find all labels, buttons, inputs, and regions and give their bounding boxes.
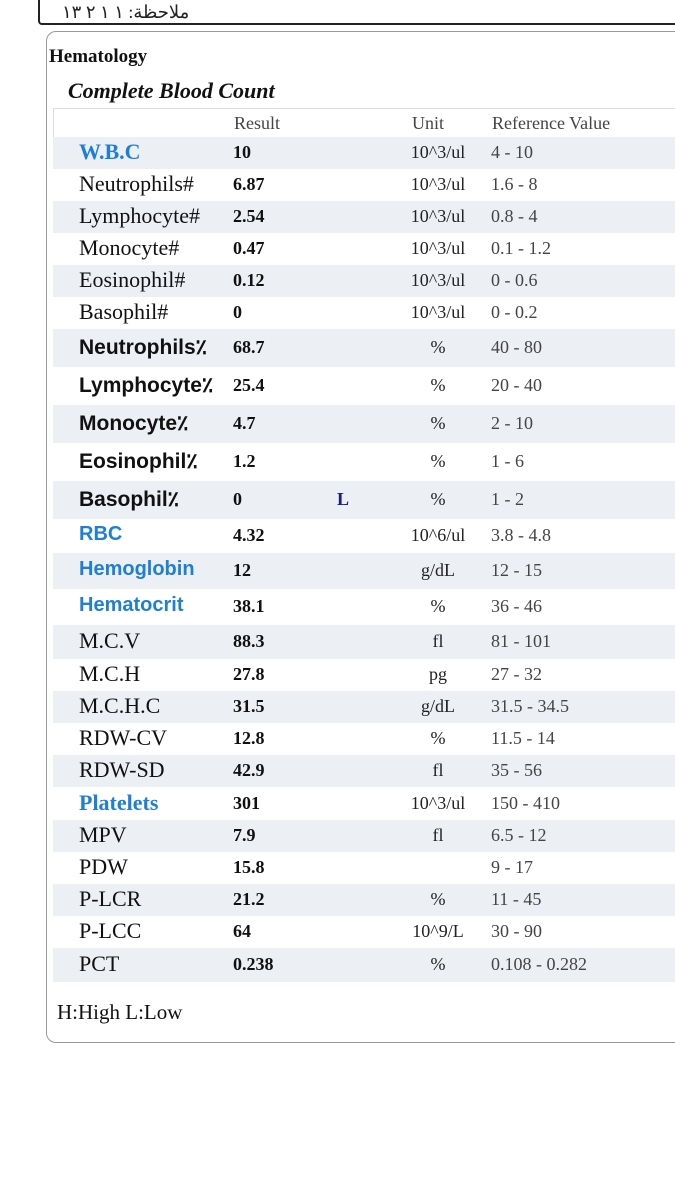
table-row	[53, 625, 675, 659]
test-name: P-LCR	[79, 886, 142, 911]
lab-report-card	[46, 31, 675, 1043]
unit-value: %	[430, 954, 446, 974]
reference-range: 9 - 17	[491, 857, 533, 877]
test-name: PDW	[79, 854, 128, 879]
test-name: Lymphocyte٪	[79, 374, 214, 397]
table-row	[53, 553, 675, 589]
test-name: M.C.H	[79, 661, 141, 686]
unit-value: g/dL	[421, 560, 455, 580]
test-name: Monocyte#	[79, 235, 180, 260]
result-value: 7.9	[233, 825, 256, 845]
test-name: Neutrophils#	[79, 171, 194, 196]
table-row	[53, 201, 675, 233]
result-value: 4.32	[233, 525, 265, 545]
unit-value: 10^3/ul	[410, 206, 466, 226]
unit-header: Unit	[412, 113, 445, 133]
reference-range: 0.8 - 4	[491, 206, 538, 226]
reference-range: 1 - 6	[491, 451, 524, 471]
result-value: 27.8	[233, 664, 265, 684]
test-name: MPV	[79, 822, 127, 847]
result-value: 4.7	[233, 413, 256, 433]
test-name: Neutrophils٪	[79, 336, 207, 359]
flag-badge: L	[337, 489, 350, 509]
table-row	[53, 367, 675, 405]
reference-range: 81 - 101	[491, 631, 551, 651]
reference-range: 11.5 - 14	[491, 728, 555, 748]
result-value: 2.54	[233, 206, 265, 226]
unit-value: 10^3/ul	[410, 270, 466, 290]
table-row	[53, 820, 675, 852]
reference-range: 27 - 32	[491, 664, 542, 684]
reference-range: 3.8 - 4.8	[491, 525, 551, 545]
result-value: 42.9	[233, 760, 265, 780]
reference-range: 20 - 40	[491, 375, 542, 395]
flag-legend: H:High L:Low	[57, 1000, 183, 1024]
reference-header: Reference Value	[492, 113, 611, 133]
result-value: 15.8	[233, 857, 265, 877]
table-row	[53, 691, 675, 723]
reference-range: 36 - 46	[491, 596, 542, 616]
unit-value: 10^3/ul	[410, 174, 466, 194]
unit-value: 10^6/ul	[410, 525, 466, 545]
table-row	[53, 443, 675, 481]
table-row	[53, 948, 675, 982]
reference-range: 30 - 90	[491, 921, 542, 941]
table-row	[53, 297, 675, 329]
result-value: 301	[233, 793, 260, 813]
test-name: Hemoglobin	[79, 558, 195, 580]
reference-range: 12 - 15	[491, 560, 542, 580]
unit-value: 10^3/ul	[410, 793, 466, 813]
reference-range: 0 - 0.2	[491, 302, 538, 322]
reference-range: 4 - 10	[491, 142, 533, 162]
reference-range: 0.1 - 1.2	[491, 238, 551, 258]
table-row	[53, 405, 675, 443]
result-value: 68.7	[233, 337, 265, 357]
result-value: 0.12	[233, 270, 265, 290]
test-name: Hematocrit	[79, 594, 184, 616]
result-value: 0	[233, 489, 242, 509]
table-row	[53, 852, 675, 884]
test-name: P-LCC	[79, 918, 142, 943]
test-name: Monocyte٪	[79, 412, 189, 435]
table-row	[53, 916, 675, 948]
test-name: PCT	[79, 951, 120, 976]
table-row	[53, 169, 675, 201]
result-value: 25.4	[233, 375, 265, 395]
unit-value: 10^3/ul	[410, 142, 466, 162]
test-name: M.C.V	[79, 628, 141, 653]
unit-value: %	[430, 451, 446, 471]
result-value: 1.2	[233, 451, 256, 471]
unit-value: %	[430, 413, 446, 433]
test-name: Lymphocyte#	[79, 203, 200, 228]
reference-range: 35 - 56	[491, 760, 542, 780]
unit-value: %	[430, 889, 446, 909]
reference-range: 2 - 10	[491, 413, 533, 433]
section-title: Hematology	[49, 46, 148, 67]
table-row	[53, 589, 675, 625]
table-row	[53, 233, 675, 265]
result-value: 0.238	[233, 954, 274, 974]
result-value: 0	[233, 302, 242, 322]
test-name: RDW-CV	[79, 725, 167, 750]
reference-range: 150 - 410	[491, 793, 560, 813]
reference-range: 0 - 0.6	[491, 270, 538, 290]
unit-value: g/dL	[421, 696, 455, 716]
test-name: W.B.C	[79, 139, 141, 164]
unit-value: %	[430, 375, 446, 395]
table-row	[53, 659, 675, 691]
result-value: 12	[233, 560, 251, 580]
reference-range: 40 - 80	[491, 337, 542, 357]
previous-card	[38, 0, 675, 25]
unit-value: %	[430, 337, 446, 357]
reference-range: 1 - 2	[491, 489, 524, 509]
unit-value: %	[430, 728, 446, 748]
previous-card-text: ملاحظة: ١ ١ ٢ ١٣	[62, 2, 190, 22]
unit-value: pg	[429, 664, 447, 684]
test-name: Eosinophil#	[79, 267, 186, 292]
reference-range: 31.5 - 34.5	[491, 696, 569, 716]
test-name: RDW-SD	[79, 757, 165, 782]
result-value: 10	[233, 142, 251, 162]
table-row	[53, 884, 675, 916]
test-name: Basophil#	[79, 299, 169, 324]
unit-value: %	[430, 489, 446, 509]
test-name: RBC	[79, 523, 123, 545]
table-row	[53, 265, 675, 297]
test-title: Complete Blood Count	[68, 78, 275, 103]
table-row	[53, 519, 675, 553]
result-value: 6.87	[233, 174, 265, 194]
table-row	[53, 137, 675, 169]
test-name: Basophil٪	[79, 488, 179, 511]
reference-range: 1.6 - 8	[491, 174, 538, 194]
table-row	[53, 787, 675, 820]
table-row	[53, 723, 675, 755]
result-value: 31.5	[233, 696, 265, 716]
result-value: 0.47	[233, 238, 265, 258]
result-value: 88.3	[233, 631, 265, 651]
table-row	[53, 755, 675, 787]
table-row	[53, 329, 675, 367]
test-name: Platelets	[79, 790, 159, 815]
test-name: M.C.H.C	[79, 693, 161, 718]
result-value: 64	[233, 921, 251, 941]
reference-range: 0.108 - 0.282	[491, 954, 587, 974]
unit-value: fl	[432, 825, 444, 845]
unit-value: fl	[432, 631, 444, 651]
reference-range: 11 - 45	[491, 889, 542, 909]
table-row	[53, 481, 675, 519]
unit-value: 10^3/ul	[410, 238, 466, 258]
unit-value: 10^9/L	[412, 921, 464, 941]
result-value: 38.1	[233, 596, 265, 616]
unit-value: 10^3/ul	[410, 302, 466, 322]
reference-range: 6.5 - 12	[491, 825, 547, 845]
result-header: Result	[234, 113, 281, 133]
unit-value: fl	[432, 760, 444, 780]
result-value: 21.2	[233, 889, 265, 909]
table-header	[53, 108, 675, 137]
unit-value: %	[430, 596, 446, 616]
result-value: 12.8	[233, 728, 265, 748]
test-name: Eosinophil٪	[79, 450, 198, 473]
